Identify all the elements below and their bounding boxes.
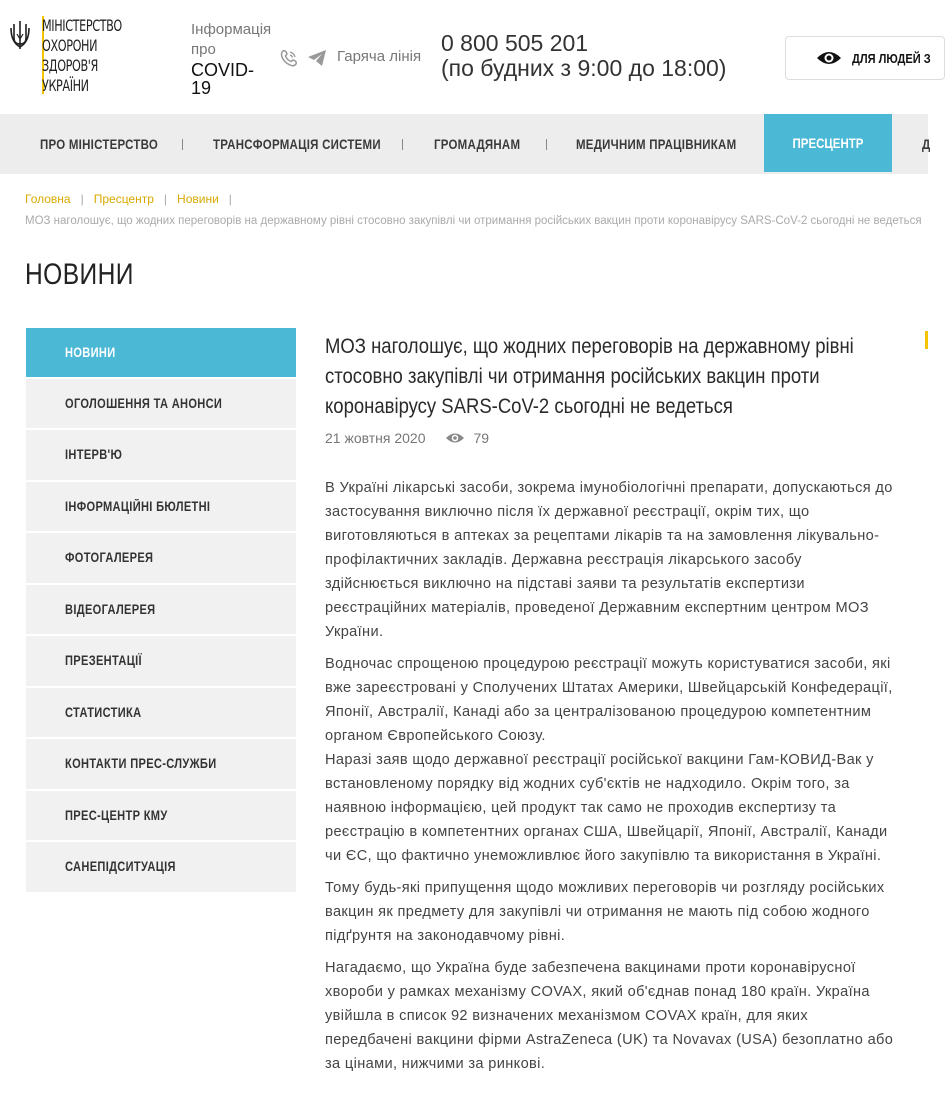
sidebar-menu [26, 328, 296, 894]
phone-number: 0 800 505 201 [441, 30, 589, 56]
sidebar-item-label: ВІДЕОГАЛЕРЕЯ [65, 602, 156, 617]
sidebar-item-label: СТАТИСТИКА [65, 705, 142, 720]
article-paragraph: В Україні лікарські засоби, зокрема імунобіологічні препарати, допускаються до застосування виключно після їх державної реєстрації, окрім тих, що виготовляються в аптеках за рецептами лікарів та на замовлення лікувально-профілактичних закладів. Державна реєстрація лікарського засобу здійснюється виключно на підставі заяви та результатів експертизи реєстраційних матеріалів, проведеної Державним експертним центром МОЗ України. [325, 480, 893, 640]
telegram-icon[interactable] [307, 49, 327, 67]
viber-icon[interactable] [279, 48, 299, 68]
breadcrumb [25, 192, 242, 206]
sidebar-item-statistics[interactable] [26, 688, 296, 739]
covid-info-title: COVID-19 [191, 60, 254, 98]
accessibility-label: ДЛЯ ЛЮДЕЙ З [852, 50, 931, 66]
sidebar-item-label: КОНТАКТИ ПРЕС-СЛУЖБИ [65, 756, 217, 771]
sidebar-item-photo-gallery[interactable] [26, 533, 296, 585]
breadcrumb-current: МОЗ наголошує, що жодних переговорів на державному рівні стосовно закупівлі чи отримання російських вакцин проти коронавірусу SARS-CoV-2 сьогодні не ведеться [25, 215, 922, 227]
logo-text [42, 16, 138, 96]
article-paragraph: Тому будь-які припущення щодо можливих переговорів чи розгляду російських вакцин як предмету для закупівлі чи отримання не мають під собою жодного підґрунтя на законодавчому рівні. [325, 880, 885, 944]
sidebar-item-presentations[interactable] [26, 636, 296, 688]
sidebar-item-label: САНЕПІДСИТУАЦІЯ [65, 859, 176, 874]
accessibility-button[interactable] [785, 36, 945, 80]
breadcrumb-press-center[interactable]: Пресцентр [93, 192, 154, 206]
eye-icon [445, 432, 465, 444]
article-paragraph: Нагадаємо, що Україна буде забезпечена вакцинами проти коронавірусної хвороби у рамках механізму COVAX, який об'єднав понад 180 країн. Україна увійшла в список 92 визначених механізмом COVAX країн, для яких передбачені вакцини фірми AstraZeneca (UK) та Novavax (USA) безоплатно або за цінами, нижчими за ринкові. [325, 960, 894, 1072]
sidebar-item-interviews[interactable] [26, 430, 296, 482]
article-body [325, 476, 897, 1084]
phone-hours: (по будних з 9:00 до 18:00) [441, 55, 727, 81]
sidebar-item-label: ОГОЛОШЕННЯ ТА АНОНСИ [65, 396, 223, 411]
article-views: 79 [473, 430, 490, 446]
nav-separator [402, 139, 403, 150]
sidebar-item-label: ІНТЕРВ'Ю [65, 447, 123, 462]
nav-item-press-center-label: ПРЕСЦЕНТР [792, 135, 864, 151]
nav-item-transformation[interactable]: ТРАНСФОРМАЦІЯ СИСТЕМИ [213, 136, 381, 152]
nav-item-more[interactable]: Д [922, 136, 931, 152]
article-paragraph: Водночас спрощеною процедурою реєстрації можуть користуватися засоби, які вже зареєстровані у Сполучених Штатах Америки, Швейцарській Конфедерації, Японії, Австралії, Канаді або за централізованою процедурою компетентним органом Європейського Союзу. [325, 656, 893, 744]
sidebar-item-press-contacts[interactable] [26, 739, 296, 791]
logo-line: УКРАЇНИ [42, 76, 89, 95]
site-header [0, 0, 931, 114]
side-widget-edge[interactable] [925, 331, 928, 349]
hotline-phone[interactable] [441, 31, 726, 81]
logo-line: ЗДОРОВ'Я [42, 56, 98, 75]
article-meta [325, 430, 900, 446]
sidebar-item-label: ФОТОГАЛЕРЕЯ [65, 550, 154, 565]
logo-line: ОХОРОНИ [42, 36, 98, 55]
logo-line: МІНІСТЕРСТВО [42, 16, 122, 35]
nav-item-medical-workers[interactable]: МЕДИЧНИМ ПРАЦІВНИКАМ [576, 136, 737, 152]
breadcrumb-news[interactable]: Новини [177, 192, 219, 206]
sidebar-item-sanitary-situation[interactable] [26, 842, 296, 894]
sidebar-item-announcements[interactable] [26, 379, 296, 430]
eye-icon [816, 50, 842, 66]
sidebar-item-label: ІНФОРМАЦІЙНІ БЮЛЕТНІ [65, 499, 211, 514]
nav-separator [546, 139, 547, 150]
sidebar-item-news[interactable] [26, 328, 296, 379]
main-nav [0, 114, 931, 174]
trident-emblem-icon [10, 20, 30, 50]
sidebar-item-label: НОВИНИ [65, 345, 116, 360]
nav-item-about[interactable]: ПРО МІНІСТЕРСТВО [40, 136, 159, 152]
sidebar-item-label: ПРЕС-ЦЕНТР КМУ [65, 808, 168, 823]
article-paragraph: Наразі заяв щодо державної реєстрації російської вакцини Гам-КОВИД-Вак у встановленому порядку від жодних суб'єктів не надходило. Окрім того, за наявною інформацією, цей продукт так само не проходив експертизу та реєстрацію в компетентних органах США, Швейцарії, Японії, Австралії, Канади чи ЄС, що фактично унеможливлює його закупівлю та використання в Україні. [325, 752, 888, 864]
sidebar-item-label: ПРЕЗЕНТАЦІЇ [65, 653, 142, 668]
sidebar-item-bulletins[interactable] [26, 482, 296, 533]
breadcrumb-separator: | [163, 192, 168, 206]
nav-item-citizens[interactable]: ГРОМАДЯНАМ [434, 136, 521, 152]
sidebar-item-cabinet-press-center[interactable] [26, 791, 296, 842]
breadcrumb-separator: | [80, 192, 84, 206]
sidebar-item-video-gallery[interactable] [26, 585, 296, 636]
hotline-label: Гаряча лінія [337, 48, 422, 65]
breadcrumb-home[interactable]: Головна [25, 192, 71, 206]
nav-item-press-center[interactable] [764, 114, 892, 172]
hotline-icons [279, 48, 327, 68]
covid-info-caption: Інформація про [191, 21, 272, 58]
breadcrumb-separator: | [228, 192, 232, 206]
covid-info-link[interactable] [191, 20, 271, 97]
article-header [325, 331, 900, 446]
page-title: НОВИНИ [25, 258, 134, 291]
article-title: МОЗ наголошує, що жодних переговорів на державному рівні стосовно закупівлі чи отримання російських вакцин проти коронавірусу SARS-CoV-2 сьогодні не ведеться [325, 334, 854, 418]
nav-separator [182, 139, 183, 150]
ministry-logo[interactable] [10, 16, 140, 96]
article-date: 21 жовтня 2020 [325, 430, 426, 446]
